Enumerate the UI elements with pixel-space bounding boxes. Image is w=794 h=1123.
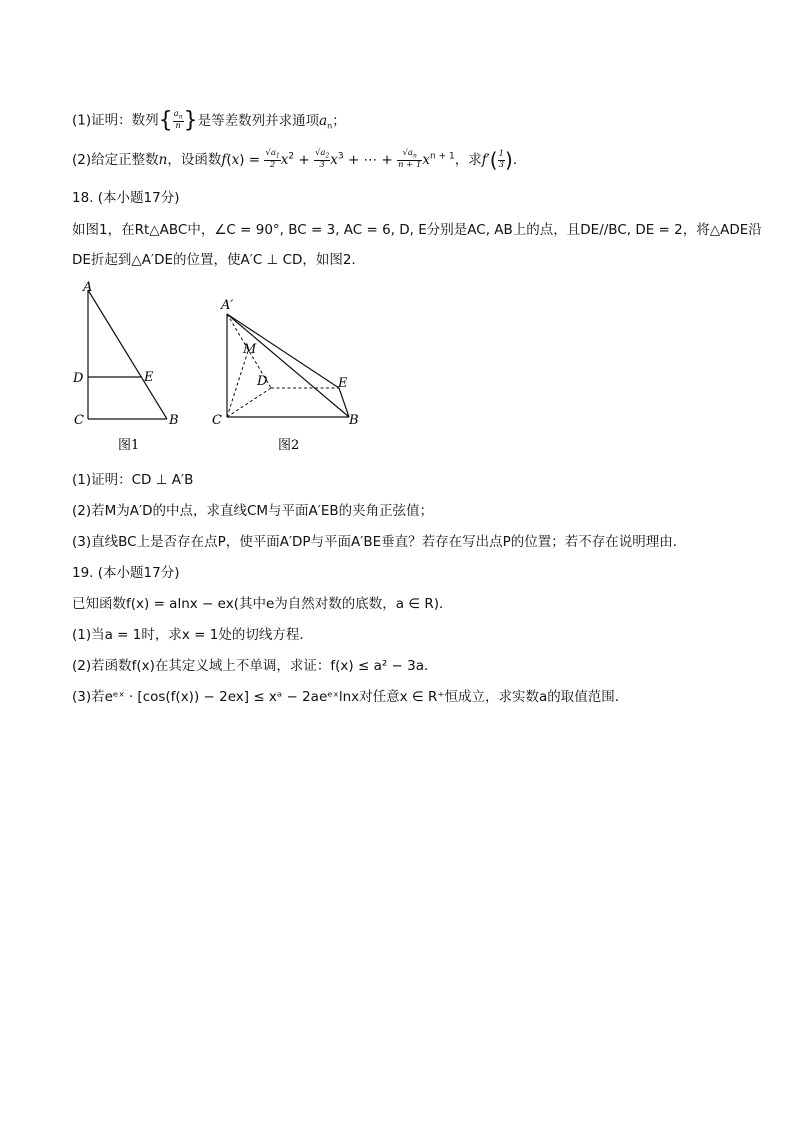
figure-2	[205, 293, 370, 458]
q18-part1: (1)证明：CD ⊥ A′B	[72, 472, 194, 488]
q18-stem-line2: DE折起到△A′DE的位置，使A′C ⊥ CD，如图2．	[72, 252, 366, 268]
fig2-label-a-prime: A′	[221, 298, 234, 313]
fig2-caption: 图2	[278, 438, 300, 453]
q17-part2: (2)给定正整数n，设函数f(x) = $\frac{√a_1}{2}$ $x^2$ + $\frac{√a_2}{3}$ $x^3$ + ⋯ + $\frac{√a_n}{n + 1}$ $x^{n + 1}$，求f′( $\frac{1}{3}$ )．	[72, 148, 527, 172]
fig1-label-b: B	[169, 413, 179, 428]
q18-part2: (2)若M为A′D的中点，求直线CM与平面A′EB的夹角正弦值；	[72, 503, 434, 519]
q19-part1: (1)当a = 1时，求x = 1处的切线方程．	[72, 627, 313, 643]
fig1-label-d: D	[73, 371, 84, 386]
q18-stem-line1: 如图1，在Rt△ABC中，∠C = 90°, BC = 3, AC = 6, D, E分别是AC, AB上的点，且DE//BC, DE = 2，将△ADE沿	[72, 222, 762, 238]
fig2-label-c: C	[212, 413, 222, 428]
q17-part1: (1)证明：数列{ $\frac{a_n}{n}$ }是等差数列并求通项$a_n$；	[72, 108, 346, 133]
fig2-label-d: D	[257, 374, 268, 389]
figure-1	[70, 278, 190, 458]
q19-stem: 已知函数f(x) = alnx − ex(其中e为自然对数的底数，a ∈ R)．	[72, 596, 453, 612]
fig2-label-m: M	[243, 342, 257, 357]
q19-part3: (3)若eᵉˣ · [cos(f(x)) − 2ex] ≤ xᵃ − 2aeᵉˣlnx对任意x ∈ R⁺恒成立，求实数a的取值范围．	[72, 689, 629, 705]
fig2-label-b: B	[349, 413, 359, 428]
fig1-label-c: C	[74, 413, 84, 428]
q19-part2: (2)若函数f(x)在其定义域上不单调，求证：f(x) ≤ a² − 3a．	[72, 658, 438, 674]
q19-heading: 19. (本小题17分)	[72, 565, 180, 581]
fig1-label-a: A	[83, 280, 93, 295]
q18-part3: (3)直线BC上是否存在点P，使平面A′DP与平面A′BE垂直？若存在写出点P的位置；若不存在说明理由．	[72, 534, 687, 550]
fig1-caption: 图1	[118, 438, 140, 453]
fig2-label-e: E	[338, 376, 348, 391]
fig1-label-e: E	[144, 370, 154, 385]
q18-heading: 18. (本小题17分)	[72, 190, 180, 206]
